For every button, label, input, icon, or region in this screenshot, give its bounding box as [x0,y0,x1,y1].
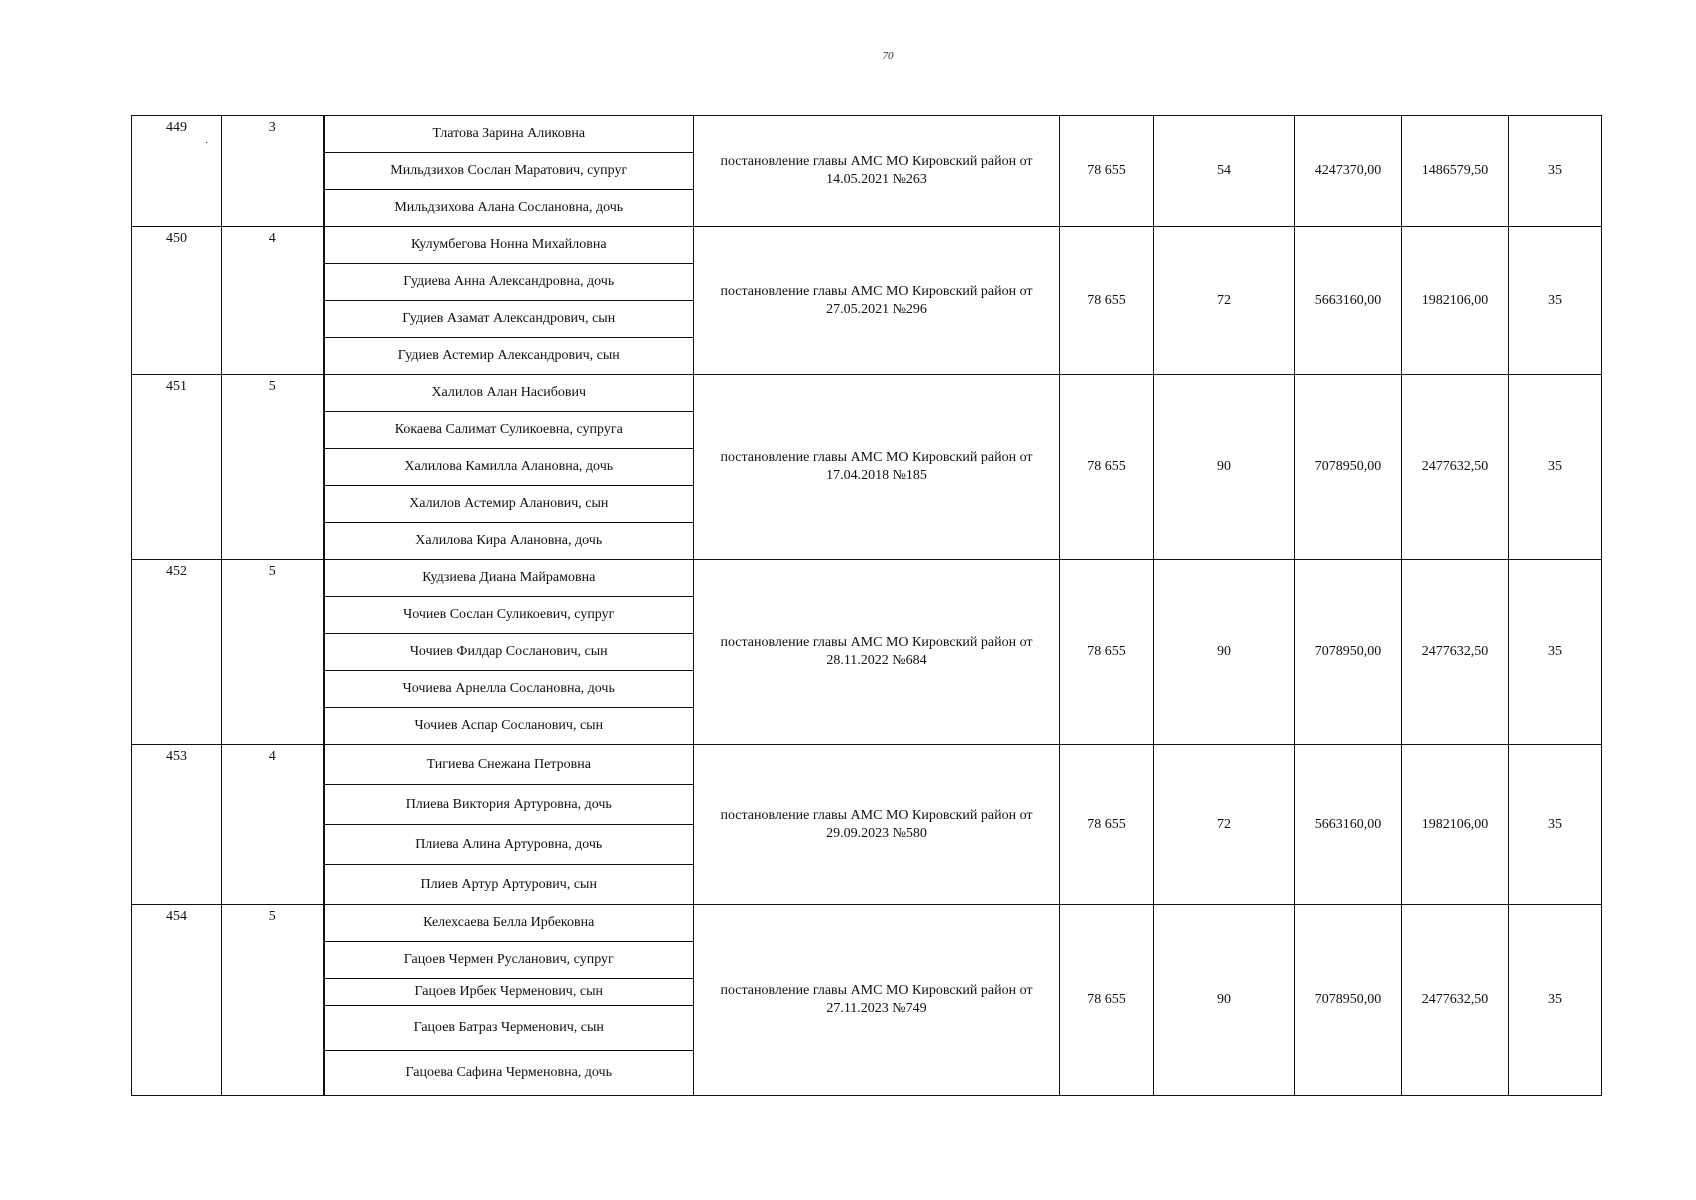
member-name: Гацоев Чермен Русланович, супруг [324,942,694,979]
total-cost: 4247370,00 [1295,116,1402,227]
page-number: 70 [882,50,894,62]
member-name: Гацоева Сафина Черменовна, дочь [324,1051,694,1096]
member-name: Кулумбегова Нонна Михайловна [324,227,694,264]
percent: 35 [1509,116,1602,227]
table-row [132,905,1602,942]
row-number: 454 [132,905,222,1096]
area: 90 [1154,560,1295,745]
subsidy: 2477632,50 [1402,375,1509,560]
members-count: 5 [222,905,324,1096]
member-name: Гудиева Анна Александровна, дочь [324,264,694,301]
member-name: Тигиева Снежана Петровна [324,745,694,785]
member-name: Кокаева Салимат Суликоевна, супруга [324,412,694,449]
decree: постановление главы АМС МО Кировский район от 27.05.2021 №296 [694,227,1060,375]
member-name: Плиева Алина Артуровна, дочь [324,825,694,865]
table-row [132,227,1602,264]
member-name: Чочиев Филдар Сосланович, сын [324,634,694,671]
price-per-m2: 78 655 [1060,116,1154,227]
member-name: Гудиев Азамат Александрович, сын [324,301,694,338]
area: 90 [1154,905,1295,1096]
area: 72 [1154,227,1295,375]
row-number: 452 [132,560,222,745]
member-name: Плиева Виктория Артуровна, дочь [324,785,694,825]
member-name: Тлатова Зарина Аликовна [324,116,694,153]
area: 54 [1154,116,1295,227]
member-name: Гудиев Астемир Александрович, сын [324,338,694,375]
table-row [132,116,1602,153]
decree: постановление главы АМС МО Кировский район от 17.04.2018 №185 [694,375,1060,560]
member-name: Мильдзихова Алана Сослановна, дочь [324,190,694,227]
member-name: Мильдзихов Сослан Маратович, супруг [324,153,694,190]
member-name: Чочиев Сослан Суликоевич, супруг [324,597,694,634]
member-name: Чочиев Аспар Сосланович, сын [324,708,694,745]
decree: постановление главы АМС МО Кировский район от 28.11.2022 №684 [694,560,1060,745]
percent: 35 [1509,745,1602,905]
member-name: Плиев Артур Артурович, сын [324,865,694,905]
total-cost: 7078950,00 [1295,560,1402,745]
decree: постановление главы АМС МО Кировский район от 27.11.2023 №749 [694,905,1060,1096]
table-row [132,375,1602,412]
member-name: Келехсаева Белла Ирбековна [324,905,694,942]
total-cost: 7078950,00 [1295,905,1402,1096]
total-cost: 7078950,00 [1295,375,1402,560]
member-name: Халилов Астемир Аланович, сын [324,486,694,523]
price-per-m2: 78 655 [1060,227,1154,375]
percent: 35 [1509,905,1602,1096]
subsidy: 1982106,00 [1402,745,1509,905]
member-name: Халилова Камилла Алановна, дочь [324,449,694,486]
members-count: 5 [222,560,324,745]
subsidy: 1982106,00 [1402,227,1509,375]
area: 90 [1154,375,1295,560]
member-name: Халилов Алан Насибович [324,375,694,412]
total-cost: 5663160,00 [1295,745,1402,905]
row-number: 449 · [132,116,222,227]
price-per-m2: 78 655 [1060,560,1154,745]
member-name: Халилова Кира Алановна, дочь [324,523,694,560]
price-per-m2: 78 655 [1060,745,1154,905]
area: 72 [1154,745,1295,905]
row-number: 453 [132,745,222,905]
percent: 35 [1509,227,1602,375]
subsidy: 2477632,50 [1402,560,1509,745]
member-name: Чочиева Арнелла Сослановна, дочь [324,671,694,708]
table-row [132,745,1602,785]
registry-table [131,115,1602,1096]
decree: постановление главы АМС МО Кировский район от 14.05.2021 №263 [694,116,1060,227]
percent: 35 [1509,560,1602,745]
table-row [132,560,1602,597]
member-name: Гацоев Батраз Черменович, сын [324,1006,694,1051]
members-count: 3 [222,116,324,227]
total-cost: 5663160,00 [1295,227,1402,375]
price-per-m2: 78 655 [1060,905,1154,1096]
members-count: 4 [222,227,324,375]
row-number: 450 [132,227,222,375]
members-count: 5 [222,375,324,560]
row-number: 451 [132,375,222,560]
member-name: Гацоев Ирбек Черменович, сын [324,979,694,1006]
decree: постановление главы АМС МО Кировский район от 29.09.2023 №580 [694,745,1060,905]
price-per-m2: 78 655 [1060,375,1154,560]
subsidy: 1486579,50 [1402,116,1509,227]
member-name: Кудзиева Диана Майрамовна [324,560,694,597]
members-count: 4 [222,745,324,905]
subsidy: 2477632,50 [1402,905,1509,1096]
percent: 35 [1509,375,1602,560]
